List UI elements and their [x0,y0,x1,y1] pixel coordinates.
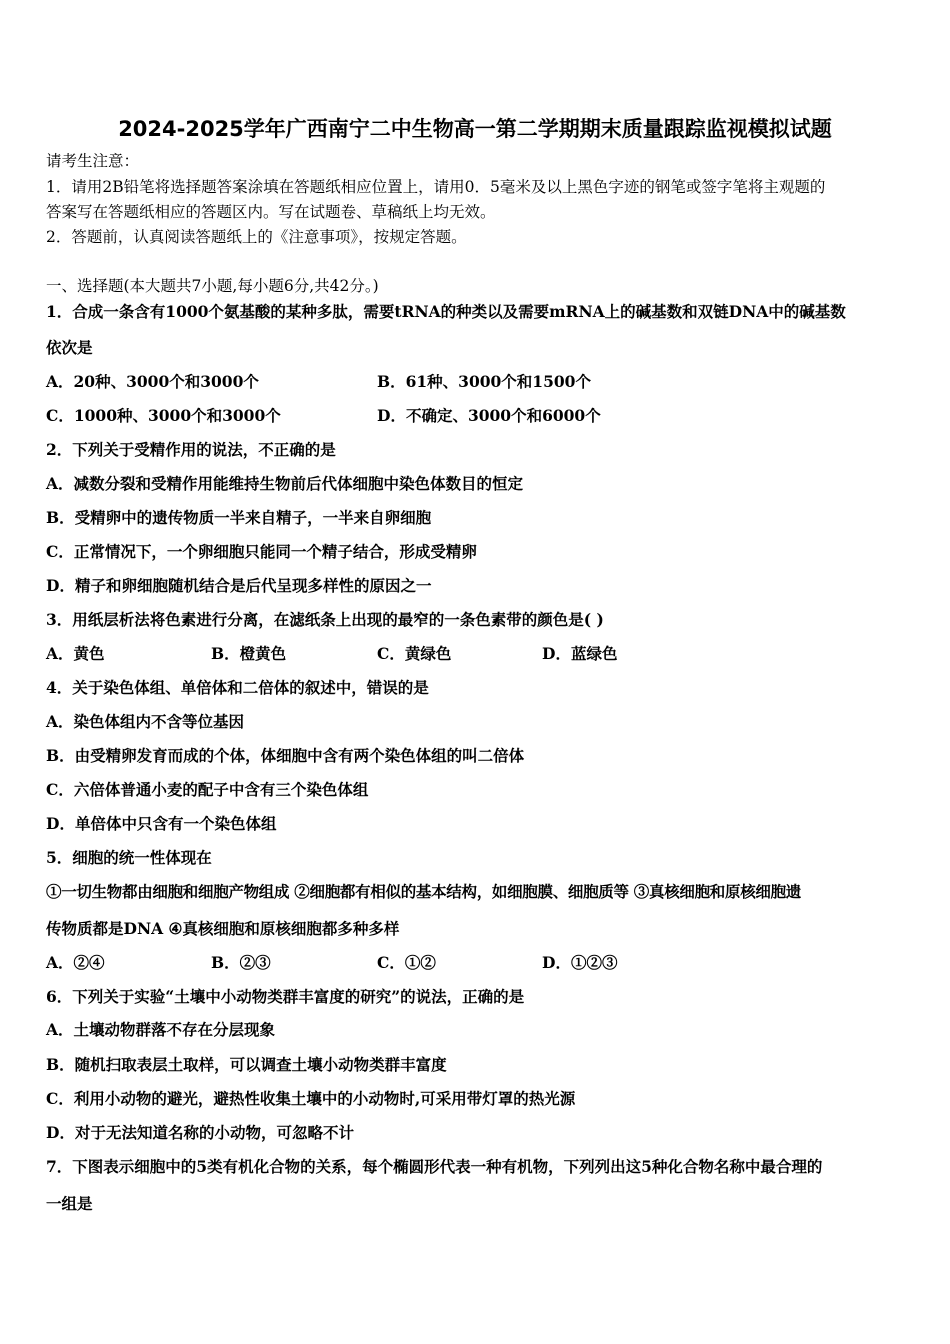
option-b: B．受精卵中的遗传物质一半来自精子，一半来自卵细胞 [46,508,432,527]
notice-line: 1．请用2B铅笔将选择题答案涂填在答题纸相应位置上，请用0．5毫米及以上黑色字迹的钢笔或签字笔将主观题的 [46,178,826,196]
option-d: D．精子和卵细胞随机结合是后代呈现多样性的原因之一 [46,576,432,595]
notice-line: 答案写在答题纸相应的答题区内。写在试题卷、草稿纸上均无效。 [46,203,496,221]
question-1: 1．合成一条含有1000个氨基酸的某种多肽，需要tRNA的种类以及需要mRNA上的碱基数和双链DNA中的碱基数 [46,302,846,321]
option-b: B．由受精卵发育而成的个体，体细胞中含有两个染色体组的叫二倍体 [46,746,525,765]
question-1-cont: 依次是 [46,338,93,357]
question-6: 6．下列关于实验“土壤中小动物类群丰富度的研究”的说法，正确的是 [46,987,525,1006]
question-4: 4．关于染色体组、单倍体和二倍体的叙述中，错误的是 [46,678,429,697]
section-heading: 一、选择题(本大题共7小题,每小题6分,共42分。) [46,277,379,295]
question-7-cont: 一组是 [46,1194,93,1213]
option-d: D．①②③ [542,953,618,972]
option-c: C．①② [377,953,436,972]
option-d: D．单倍体中只含有一个染色体组 [46,814,277,833]
option-c: C．黄绿色 [377,644,452,663]
option-a: A．减数分裂和受精作用能维持生物前后代体细胞中染色体数目的恒定 [46,474,524,493]
option-a: A．②④ [46,953,105,972]
option-b: B．61种、3000个和1500个 [377,372,591,391]
question-3: 3．用纸层析法将色素进行分离，在滤纸条上出现的最窄的一条色素带的颜色是( ) [46,610,604,629]
question-5: 5．细胞的统一性体现在 [46,848,212,867]
option-d: D．不确定、3000个和6000个 [377,406,601,425]
option-a: A．20种、3000个和3000个 [46,372,259,391]
notice-head: 请考生注意： [46,152,140,170]
option-b: B．随机扫取表层土取样，可以调查土壤小动物类群丰富度 [46,1055,447,1074]
option-c: C．利用小动物的避光，避热性收集土壤中的小动物时,可采用带灯罩的热光源 [46,1089,576,1108]
option-d: D．对于无法知道名称的小动物，可忽略不计 [46,1123,354,1142]
question-2: 2．下列关于受精作用的说法，不正确的是 [46,440,336,459]
option-b: B．②③ [211,953,271,972]
option-a: A．黄色 [46,644,105,663]
notice-line: 2．答题前，认真阅读答题纸上的《注意事项》，按规定答题。 [46,228,467,246]
option-c: C．1000种、3000个和3000个 [46,406,281,425]
question-7: 7．下图表示细胞中的5类有机化合物的关系，每个椭圆形代表一种有机物，下列列出这5种化合物名称中最合理的 [46,1157,823,1176]
option-c: C．六倍体普通小麦的配子中含有三个染色体组 [46,780,369,799]
question-5-statements: ①一切生物都由细胞和细胞产物组成 ②细胞都有相似的基本结构，如细胞膜、细胞质等 ③真核细胞和原核细胞遗 [46,882,801,901]
option-c: C．正常情况下，一个卵细胞只能同一个精子结合，形成受精卵 [46,542,477,561]
option-b: B．橙黄色 [211,644,287,663]
option-a: A．染色体组内不含等位基因 [46,712,245,731]
page-title: 2024-2025学年广西南宁二中生物高一第二学期期末质量跟踪监视模拟试题 [118,117,832,141]
option-d: D．蓝绿色 [542,644,618,663]
question-5-statements-cont: 传物质都是DNA ④真核细胞和原核细胞都多种多样 [46,919,400,938]
option-a: A．土壤动物群落不存在分层现象 [46,1020,276,1039]
